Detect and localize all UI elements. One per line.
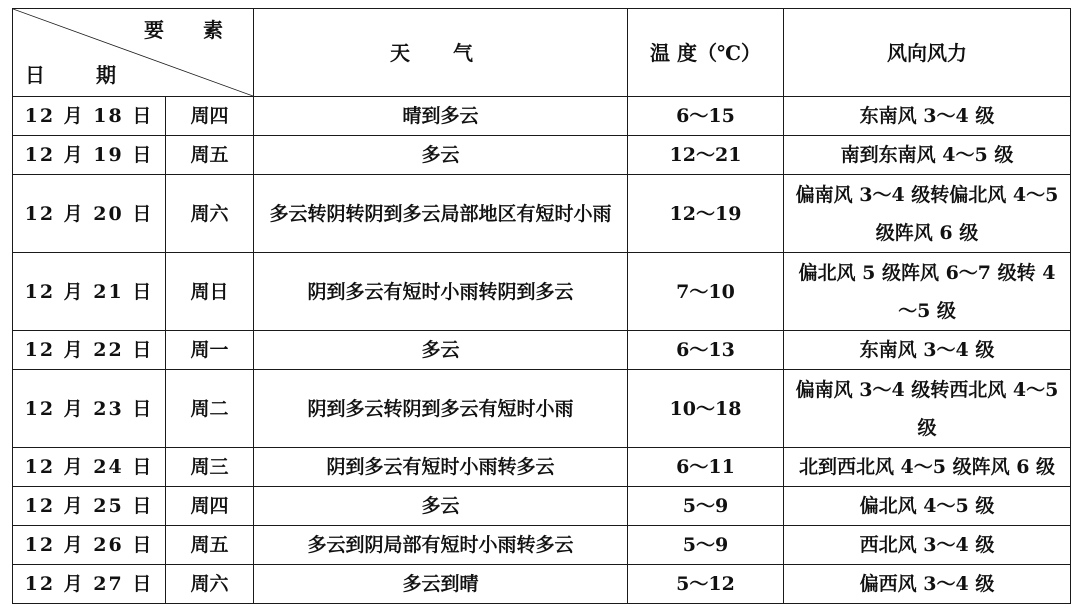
header-date-label: 日 期 [25, 63, 138, 87]
weather-cell: 多云 [254, 331, 628, 370]
date-cell: 12 月 27 日 [13, 565, 166, 604]
weather-cell: 多云 [254, 487, 628, 526]
weekday-cell: 周五 [166, 526, 254, 565]
table-row [13, 253, 1071, 331]
table-row [13, 97, 1071, 136]
date-cell: 12 月 23 日 [13, 370, 166, 448]
temperature-cell: 5～9 [628, 487, 784, 526]
table-header-row [13, 9, 1071, 97]
header-element-label: 要 素 [144, 18, 239, 42]
weather-cell: 阴到多云转阴到多云有短时小雨 [254, 370, 628, 448]
header-weather: 天 气 [254, 9, 628, 97]
date-cell: 12 月 19 日 [13, 136, 166, 175]
wind-cell: 北到西北风 4～5 级阵风 6 级 [784, 448, 1071, 487]
date-cell: 12 月 18 日 [13, 97, 166, 136]
weather-cell: 阴到多云有短时小雨转阴到多云 [254, 253, 628, 331]
wind-cell: 东南风 3～4 级 [784, 331, 1071, 370]
date-cell: 12 月 20 日 [13, 175, 166, 253]
temperature-cell: 12～19 [628, 175, 784, 253]
weather-cell: 阴到多云有短时小雨转多云 [254, 448, 628, 487]
weekday-cell: 周二 [166, 370, 254, 448]
date-cell: 12 月 25 日 [13, 487, 166, 526]
weekday-cell: 周一 [166, 331, 254, 370]
cut-off-text-line [380, 0, 740, 8]
weather-cell: 晴到多云 [254, 97, 628, 136]
weather-cell: 多云到阴局部有短时小雨转多云 [254, 526, 628, 565]
date-cell: 12 月 21 日 [13, 253, 166, 331]
table-row [13, 175, 1071, 253]
temperature-cell: 12～21 [628, 136, 784, 175]
diagonal-header-cell [13, 9, 254, 97]
weekday-cell: 周四 [166, 487, 254, 526]
temperature-cell: 6～15 [628, 97, 784, 136]
table-row [13, 565, 1071, 604]
wind-cell: 西北风 3～4 级 [784, 526, 1071, 565]
weekday-cell: 周三 [166, 448, 254, 487]
weather-cell: 多云 [254, 136, 628, 175]
table-row [13, 487, 1071, 526]
weekday-cell: 周六 [166, 175, 254, 253]
table-row [13, 136, 1071, 175]
temperature-cell: 10～18 [628, 370, 784, 448]
wind-cell: 偏西风 3～4 级 [784, 565, 1071, 604]
weekday-cell: 周日 [166, 253, 254, 331]
weather-forecast-table [12, 8, 1071, 604]
wind-cell: 南到东南风 4～5 级 [784, 136, 1071, 175]
table-row [13, 331, 1071, 370]
temperature-cell: 5～9 [628, 526, 784, 565]
weekday-cell: 周六 [166, 565, 254, 604]
header-wind: 风向风力 [784, 9, 1071, 97]
weekday-cell: 周五 [166, 136, 254, 175]
date-cell: 12 月 22 日 [13, 331, 166, 370]
header-temperature: 温 度（℃） [628, 9, 784, 97]
date-cell: 12 月 24 日 [13, 448, 166, 487]
weather-cell: 多云转阴转阴到多云局部地区有短时小雨 [254, 175, 628, 253]
temperature-cell: 5～12 [628, 565, 784, 604]
wind-cell: 东南风 3～4 级 [784, 97, 1071, 136]
table-row [13, 448, 1071, 487]
weekday-cell: 周四 [166, 97, 254, 136]
temperature-cell: 6～13 [628, 331, 784, 370]
date-cell: 12 月 26 日 [13, 526, 166, 565]
wind-cell: 偏南风 3～4 级转西北风 4～5 级 [784, 370, 1071, 448]
wind-cell: 偏南风 3～4 级转偏北风 4～5 级阵风 6 级 [784, 175, 1071, 253]
temperature-cell: 6～11 [628, 448, 784, 487]
weather-cell: 多云到晴 [254, 565, 628, 604]
table-row [13, 526, 1071, 565]
table-row [13, 370, 1071, 448]
wind-cell: 偏北风 4～5 级 [784, 487, 1071, 526]
temperature-cell: 7～10 [628, 253, 784, 331]
wind-cell: 偏北风 5 级阵风 6～7 级转 4～5 级 [784, 253, 1071, 331]
